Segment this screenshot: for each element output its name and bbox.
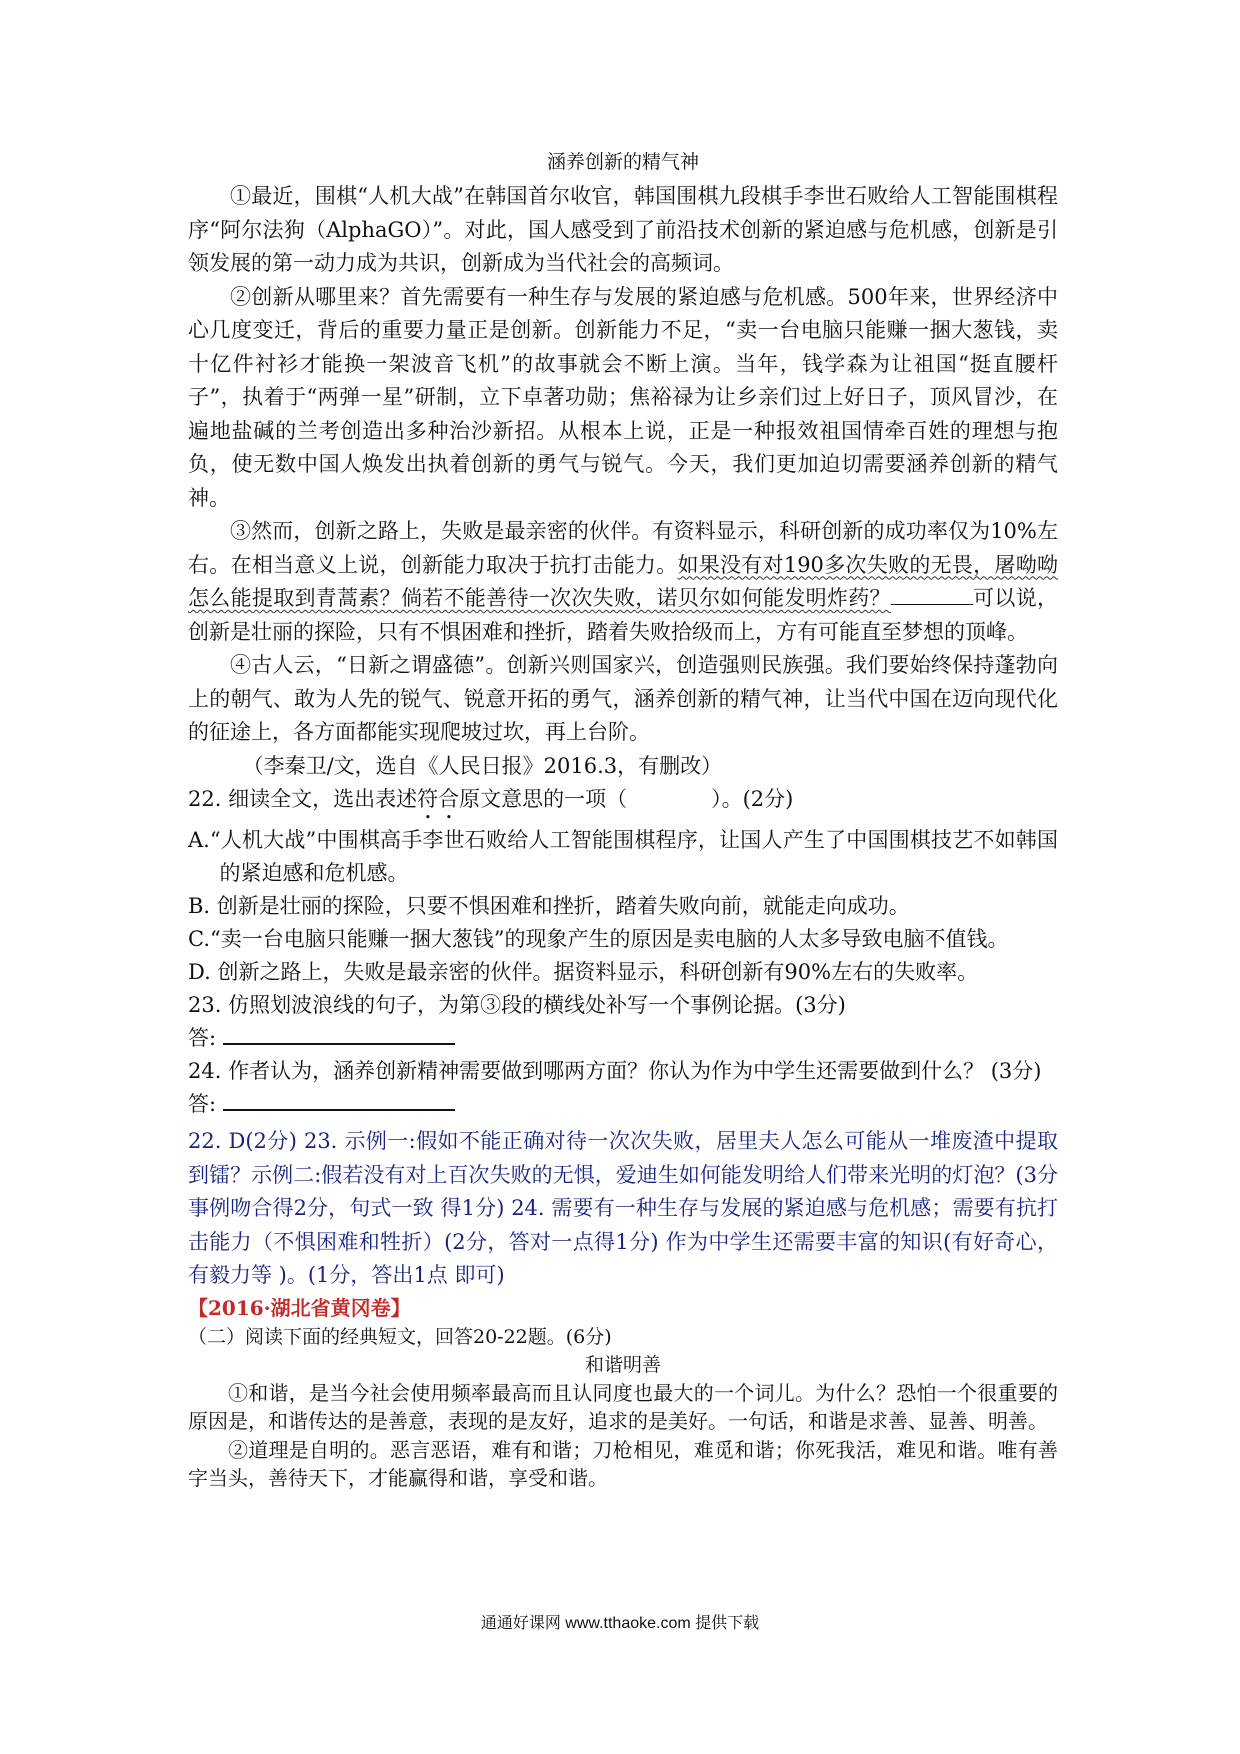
question-24: 24. 作者认为，涵养创新精神需要做到哪两方面？你认为作为中学生还需要做到什么？ (3分): [188, 1059, 1042, 1083]
option-a: A.“人机大战”中围棋高手李世石败给人工智能围棋程序，让国人产生了中国围棋技艺不如韩国的紧迫感和危机感。: [188, 828, 1058, 885]
answer-underline: [223, 1023, 455, 1045]
article-source: （李秦卫/文，选自《人民日报》2016.3，有删改）: [242, 753, 723, 778]
article-2-paragraph-2: ②道理是自明的。恶言恶语，难有和谐；刀枪相见，难觅和谐；你死我活，难见和谐。唯有善字当头，善待天下，才能赢得和谐，享受和谐。: [188, 1437, 1058, 1490]
page-footer: 通通好课网 www.tthaoke.com 提供下载: [480, 1615, 760, 1632]
question-22-text-a: 22. 细读全文，选出表述: [188, 787, 418, 811]
paragraph-1: ①最近，围棋“人机大战”在韩国首尔收官，韩国围棋九段棋手李世石败给人工智能围棋程序“阿尔法狗（AlphaGO）”。对此，国人感受到了前沿技术创新的紧迫感与危机感，创新是引领发展的第一动力成为共识，创新成为当代社会的高频词。: [188, 184, 1058, 275]
paragraph-4: ④古人云，“日新之谓盛德”。创新兴则国家兴，创造强则民族强。我们要始终保持蓬勃向上的朝气、敢为人先的锐气、锐意开拓的勇气，涵养创新的精气神，让当代中国在迈向现代化的征途上，各方面都能实现爬坡过坎，再上台阶。: [188, 653, 1058, 744]
paragraph-3-start: ③然而，创新之路上，失败是最亲密的伙伴。有资料显示，科研创新的成功率仅为10%左右。在相当意义上说，创新能力取决于抗打击能力。: [188, 519, 1058, 577]
question-22-text-c: ）。(2分): [711, 787, 794, 811]
answer-underline: [223, 1089, 455, 1111]
answer-key: 22. D(2分) 23. 示例一:假如不能正确对待一次次失败，居里夫人怎么可能从一堆废渣中提取到镭？示例二:假若没有对上百次失败的无惧，爱迪生如何能发明给人们带来光明的灯泡？(3分事例吻合得2分，句式一致 得1分) 24. 需要有一种生存与发展的紧迫感与危机感；需要有抗打击能力（不惧困难和牲折）(2分，答对一点得1分) 作为中学生还需要丰富的知识(有好奇心，有毅力等 )。(1分，答出1点 即可): [188, 1129, 1058, 1287]
question-22: [188, 783, 1058, 824]
question-22-text-b: 原文意思的一项（: [459, 787, 628, 811]
section-source-tag: 【2016·湖北省黄冈卷】: [188, 1295, 411, 1320]
paragraph-2: ②创新从哪里来？首先需要有一种生存与发展的紧迫感与危机感。500年来，世界经济中心几度变迁，背后的重要力量正是创新。创新能力不足，“卖一台电脑只能赚一捆大葱钱，卖十亿件衬衫才能换一架波音飞机”的故事就会不断上演。当年，钱学森为让祖国“挺直腰杆子”，执着于“两弹一星”研制，立下卓著功勋；焦裕禄为让乡亲们过上好日子，顶风冒沙，在遍地盐碱的兰考创造出多种治沙新招。从根本上说，正是一种报效祖国情牵百姓的理想与抱负，使无数中国人焕发出执着创新的勇气与锐气。今天，我们更加迫切需要涵养创新的精气神。: [188, 284, 1058, 510]
answer-line-24: [188, 1088, 1058, 1121]
paragraph-3-end: 可以说，创新是壮丽的探险，只有不惧困难和挫折，踏着失败拾级而上，方有可能直至梦想的顶峰。: [188, 586, 1059, 644]
document-page: [188, 150, 1058, 1493]
article-2-title: 和谐明善: [584, 1353, 661, 1376]
question-22-emphasis: 符合: [417, 787, 460, 811]
paragraph-3: [188, 515, 1058, 649]
answer-label: 答:: [188, 1026, 217, 1050]
answer-line-23: [188, 1022, 1058, 1055]
fill-blank-line: [891, 586, 973, 605]
question-23: 23. 仿照划波浪线的句子，为第③段的横线处补写一个事例论据。(3分): [188, 993, 846, 1017]
wavy-underlined-sentence: 如果没有对190多次失败的无畏，屠呦呦怎么能提取到青蒿素？倘若不能善待一次次失败，诺贝尔如何能发明炸药？: [188, 552, 1058, 610]
section-2-intro: （二）阅读下面的经典短文，回答20-22题。(6分): [188, 1325, 612, 1348]
option-c: C.“卖一台电脑只能赚一捆大葱钱”的现象产生的原因是卖电脑的人太多导致电脑不值钱。: [188, 927, 1009, 951]
article-2-paragraph-1: ①和谐，是当今社会使用频率最高而且认同度也最大的一个词儿。为什么？恐怕一个很重要的原因是，和谐传达的是善意，表现的是友好，追求的是美好。一句话，和谐是求善、显善、明善。: [188, 1380, 1058, 1433]
article-title: 涵养创新的精气神: [546, 151, 699, 173]
answer-label: 答:: [188, 1092, 217, 1116]
option-d: D. 创新之路上，失败是最亲密的伙伴。据资料显示，科研创新有90%左右的失败率。: [188, 960, 979, 984]
option-b: B. 创新是壮丽的探险，只要不惧困难和挫折，踏着失败向前，就能走向成功。: [188, 894, 910, 918]
